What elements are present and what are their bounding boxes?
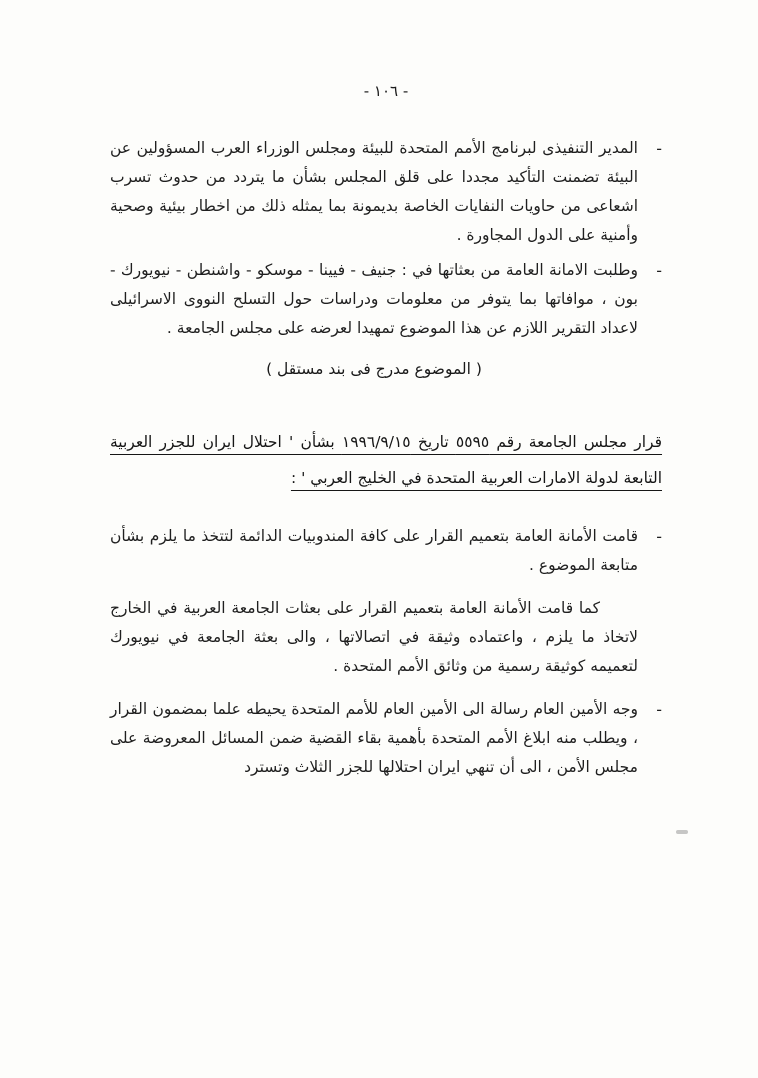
- list-item: [110, 695, 662, 782]
- list-item: [110, 594, 662, 681]
- resolution-followup-section: [110, 522, 662, 782]
- dash-marker: -: [656, 527, 662, 546]
- list-item: [110, 522, 662, 580]
- list-item: [110, 256, 662, 343]
- dash-marker: [638, 594, 662, 681]
- paragraph-text: قامت الأمانة العامة بتعميم القرار على كافة المندوبيات الدائمة لتتخذ ما يلزم بشأن متابعة الموضوع .: [110, 527, 638, 574]
- dash-marker: -: [656, 261, 662, 280]
- environment-report-section: [110, 134, 662, 343]
- paragraph-text: كما قامت الأمانة العامة بتعميم القرار على بعثات الجامعة العربية في الخارج لاتخاذ ما يلزم ، واعتماده وثيقة في اتصالاتها ، والى بعثة الجامعة في نيويورك لتعميمه كوثيقة رسمية من وثائق الأمم المتحدة .: [110, 599, 638, 675]
- scan-artifact: [676, 830, 688, 834]
- page-number: - ١٠٦ -: [363, 82, 409, 100]
- paragraph-text: وطلبت الامانة العامة من بعثاتها في : جنيف - فيينا - موسكو - واشنطن - نيويورك - بون ، موافاتها بما يتوفر من معلومات ودراسات حول التسلح النووى الاسرائيلى لاعداد التقرير اللازم عن هذا الموضوع تمهيدا لعرضه على مجلس الجامعة .: [110, 261, 638, 337]
- paragraph-text: وجه الأمين العام رسالة الى الأمين العام للأمم المتحدة يحيطه علما بمضمون القرار ، ويطلب منه ابلاغ الأمم المتحدة بأهمية بقاء القضية ضمن المسائل المعروضة على مجلس الأمن ، الى أن تنهي ايران احتلالها للجزر الثلاث وتسترد: [110, 700, 638, 776]
- dash-marker: -: [656, 139, 662, 158]
- list-item: [110, 134, 662, 250]
- paragraph-text: المدير التنفيذى لبرنامج الأمم المتحدة للبيئة ومجلس الوزراء العرب المسؤولين عن البيئة تضمنت التأكيد مجددا على قلق المجلس بشأن ما يتردد من حدوث تسرب اشعاعى من حاويات النفايات الخاصة بديمونة بما يمثله ذلك من اخطار بيئية وصحية وأمنية على الدول المجاورة .: [110, 139, 638, 244]
- resolution-heading: قرار مجلس الجامعة رقم ٥٥٩٥ تاريخ ١٩٩٦/٩/١٥ بشأن ' احتلال ايران للجزر العربية التابعة لدولة الامارات العربية المتحدة في الخليج العربي ' :: [110, 433, 663, 487]
- separate-item-note: ( الموضوع مدرج فى بند مستقل ): [266, 360, 482, 378]
- dash-marker: -: [656, 700, 662, 719]
